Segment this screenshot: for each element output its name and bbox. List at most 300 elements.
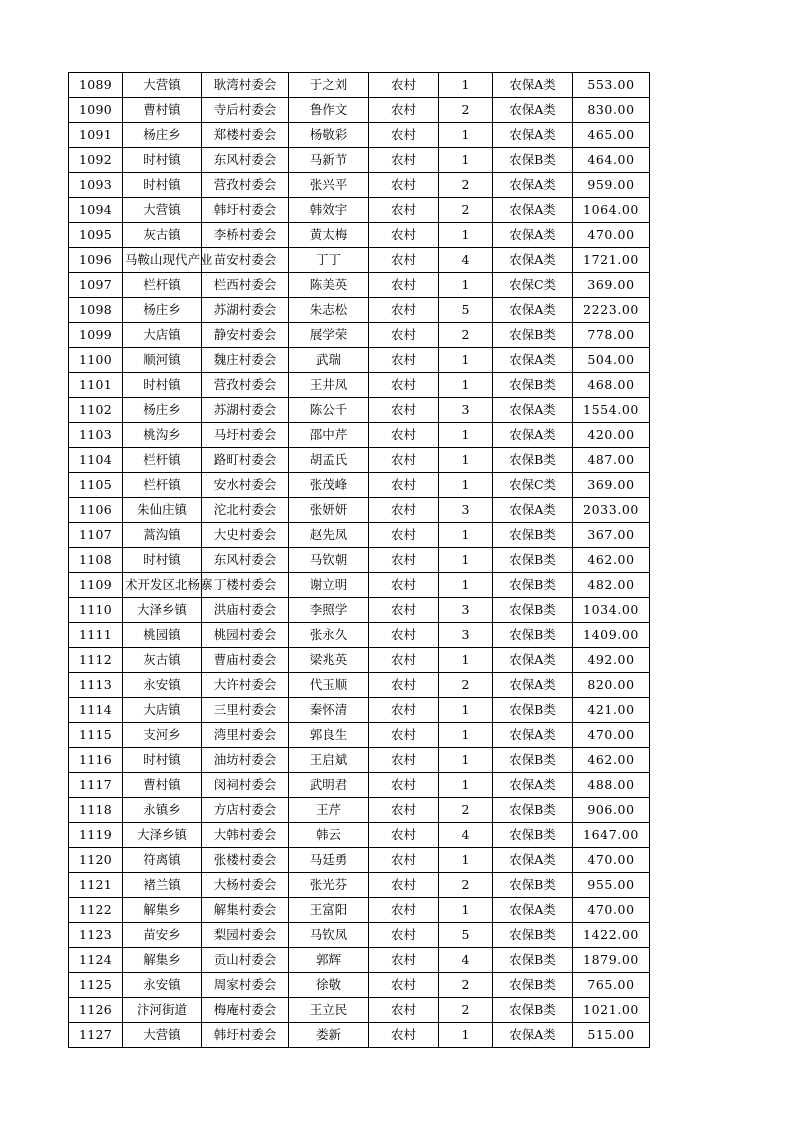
amount-cell: 470.00 xyxy=(573,848,650,873)
amount-cell: 470.00 xyxy=(573,223,650,248)
amount-cell: 906.00 xyxy=(573,798,650,823)
town-name-cell: 大泽乡镇 xyxy=(123,823,202,848)
household-count-cell: 3 xyxy=(439,598,493,623)
household-count-cell: 1 xyxy=(439,123,493,148)
insurance-category-cell: 农保A类 xyxy=(493,123,573,148)
village-committee-cell: 洪庙村委会 xyxy=(202,598,289,623)
insurance-category-cell: 农保A类 xyxy=(493,423,573,448)
town-name-cell: 杨庄乡 xyxy=(123,123,202,148)
insurance-category-cell: 农保C类 xyxy=(493,473,573,498)
insurance-category-cell: 农保A类 xyxy=(493,198,573,223)
insurance-category-cell: 农保B类 xyxy=(493,748,573,773)
row-number-cell: 1094 xyxy=(69,198,123,223)
area-type-cell: 农村 xyxy=(369,823,439,848)
person-name-cell: 杨敬彩 xyxy=(289,123,369,148)
amount-cell: 492.00 xyxy=(573,648,650,673)
row-number-cell: 1095 xyxy=(69,223,123,248)
area-type-cell: 农村 xyxy=(369,273,439,298)
row-number-cell: 1111 xyxy=(69,623,123,648)
village-committee-cell: 方店村委会 xyxy=(202,798,289,823)
person-name-cell: 韩云 xyxy=(289,823,369,848)
village-committee-cell: 湾里村委会 xyxy=(202,723,289,748)
village-committee-cell: 周家村委会 xyxy=(202,973,289,998)
household-count-cell: 1 xyxy=(439,698,493,723)
row-number-cell: 1127 xyxy=(69,1023,123,1048)
amount-cell: 2223.00 xyxy=(573,298,650,323)
household-count-cell: 3 xyxy=(439,498,493,523)
town-name-cell: 曹村镇 xyxy=(123,773,202,798)
table-row xyxy=(69,673,650,698)
household-count-cell: 5 xyxy=(439,923,493,948)
table-row xyxy=(69,273,650,298)
household-count-cell: 1 xyxy=(439,548,493,573)
household-count-cell: 1 xyxy=(439,348,493,373)
table-row xyxy=(69,573,650,598)
town-name-cell: 时村镇 xyxy=(123,148,202,173)
amount-cell: 553.00 xyxy=(573,73,650,98)
table-row xyxy=(69,148,650,173)
amount-cell: 959.00 xyxy=(573,173,650,198)
household-count-cell: 2 xyxy=(439,323,493,348)
person-name-cell: 韩效宇 xyxy=(289,198,369,223)
person-name-cell: 马钦凤 xyxy=(289,923,369,948)
person-name-cell: 张茂峰 xyxy=(289,473,369,498)
table-row xyxy=(69,598,650,623)
relief-roster-table xyxy=(68,72,650,1048)
town-name-cell: 栏杆镇 xyxy=(123,273,202,298)
table-row xyxy=(69,773,650,798)
area-type-cell: 农村 xyxy=(369,323,439,348)
household-count-cell: 1 xyxy=(439,448,493,473)
village-committee-cell: 大韩村委会 xyxy=(202,823,289,848)
amount-cell: 1064.00 xyxy=(573,198,650,223)
amount-cell: 470.00 xyxy=(573,898,650,923)
insurance-category-cell: 农保A类 xyxy=(493,398,573,423)
amount-cell: 367.00 xyxy=(573,523,650,548)
person-name-cell: 谢立明 xyxy=(289,573,369,598)
insurance-category-cell: 农保A类 xyxy=(493,348,573,373)
household-count-cell: 2 xyxy=(439,973,493,998)
town-name-cell: 大营镇 xyxy=(123,1023,202,1048)
amount-cell: 1422.00 xyxy=(573,923,650,948)
row-number-cell: 1120 xyxy=(69,848,123,873)
amount-cell: 1721.00 xyxy=(573,248,650,273)
amount-cell: 369.00 xyxy=(573,473,650,498)
area-type-cell: 农村 xyxy=(369,698,439,723)
area-type-cell: 农村 xyxy=(369,773,439,798)
household-count-cell: 2 xyxy=(439,173,493,198)
person-name-cell: 张妍妍 xyxy=(289,498,369,523)
village-committee-cell: 栏西村委会 xyxy=(202,273,289,298)
row-number-cell: 1103 xyxy=(69,423,123,448)
row-number-cell: 1109 xyxy=(69,573,123,598)
person-name-cell: 鲁作文 xyxy=(289,98,369,123)
row-number-cell: 1089 xyxy=(69,73,123,98)
village-committee-cell: 寺后村委会 xyxy=(202,98,289,123)
row-number-cell: 1125 xyxy=(69,973,123,998)
area-type-cell: 农村 xyxy=(369,873,439,898)
person-name-cell: 马新节 xyxy=(289,148,369,173)
insurance-category-cell: 农保B类 xyxy=(493,798,573,823)
table-row xyxy=(69,898,650,923)
person-name-cell: 马廷勇 xyxy=(289,848,369,873)
village-committee-cell: 东风村委会 xyxy=(202,148,289,173)
area-type-cell: 农村 xyxy=(369,923,439,948)
area-type-cell: 农村 xyxy=(369,623,439,648)
area-type-cell: 农村 xyxy=(369,173,439,198)
area-type-cell: 农村 xyxy=(369,298,439,323)
table-row xyxy=(69,223,650,248)
person-name-cell: 代玉顺 xyxy=(289,673,369,698)
insurance-category-cell: 农保C类 xyxy=(493,273,573,298)
insurance-category-cell: 农保B类 xyxy=(493,923,573,948)
town-name-cell: 大营镇 xyxy=(123,73,202,98)
person-name-cell: 朱志松 xyxy=(289,298,369,323)
table-row xyxy=(69,348,650,373)
area-type-cell: 农村 xyxy=(369,148,439,173)
village-committee-cell: 丁楼村委会 xyxy=(202,573,289,598)
area-type-cell: 农村 xyxy=(369,423,439,448)
village-committee-cell: 梨园村委会 xyxy=(202,923,289,948)
row-number-cell: 1117 xyxy=(69,773,123,798)
town-name-cell: 栏杆镇 xyxy=(123,473,202,498)
amount-cell: 1021.00 xyxy=(573,998,650,1023)
amount-cell: 2033.00 xyxy=(573,498,650,523)
row-number-cell: 1101 xyxy=(69,373,123,398)
insurance-category-cell: 农保B类 xyxy=(493,948,573,973)
table-row xyxy=(69,698,650,723)
town-name-cell: 灰古镇 xyxy=(123,648,202,673)
area-type-cell: 农村 xyxy=(369,198,439,223)
row-number-cell: 1107 xyxy=(69,523,123,548)
insurance-category-cell: 农保A类 xyxy=(493,73,573,98)
village-committee-cell: 油坊村委会 xyxy=(202,748,289,773)
insurance-category-cell: 农保B类 xyxy=(493,873,573,898)
row-number-cell: 1122 xyxy=(69,898,123,923)
town-name-cell: 蒿沟镇 xyxy=(123,523,202,548)
household-count-cell: 1 xyxy=(439,898,493,923)
household-count-cell: 1 xyxy=(439,273,493,298)
household-count-cell: 5 xyxy=(439,298,493,323)
area-type-cell: 农村 xyxy=(369,723,439,748)
row-number-cell: 1090 xyxy=(69,98,123,123)
insurance-category-cell: 农保A类 xyxy=(493,248,573,273)
household-count-cell: 4 xyxy=(439,823,493,848)
town-name-cell: 时村镇 xyxy=(123,748,202,773)
village-committee-cell: 苏湖村委会 xyxy=(202,298,289,323)
insurance-category-cell: 农保B类 xyxy=(493,548,573,573)
area-type-cell: 农村 xyxy=(369,648,439,673)
row-number-cell: 1119 xyxy=(69,823,123,848)
table-row xyxy=(69,623,650,648)
row-number-cell: 1115 xyxy=(69,723,123,748)
area-type-cell: 农村 xyxy=(369,448,439,473)
town-name-cell: 杨庄乡 xyxy=(123,398,202,423)
amount-cell: 1554.00 xyxy=(573,398,650,423)
town-name-cell: 苗安乡 xyxy=(123,923,202,948)
table-row xyxy=(69,123,650,148)
person-name-cell: 黄太梅 xyxy=(289,223,369,248)
village-committee-cell: 韩圩村委会 xyxy=(202,198,289,223)
table-row xyxy=(69,498,650,523)
insurance-category-cell: 农保B类 xyxy=(493,698,573,723)
village-committee-cell: 营孜村委会 xyxy=(202,373,289,398)
village-committee-cell: 三里村委会 xyxy=(202,698,289,723)
amount-cell: 778.00 xyxy=(573,323,650,348)
row-number-cell: 1116 xyxy=(69,748,123,773)
town-name-cell: 朱仙庄镇 xyxy=(123,498,202,523)
village-committee-cell: 大许村委会 xyxy=(202,673,289,698)
village-committee-cell: 静安村委会 xyxy=(202,323,289,348)
table-row xyxy=(69,948,650,973)
amount-cell: 1034.00 xyxy=(573,598,650,623)
household-count-cell: 1 xyxy=(439,1023,493,1048)
insurance-category-cell: 农保A类 xyxy=(493,1023,573,1048)
table-row xyxy=(69,1023,650,1048)
village-committee-cell: 大史村委会 xyxy=(202,523,289,548)
person-name-cell: 王富阳 xyxy=(289,898,369,923)
area-type-cell: 农村 xyxy=(369,973,439,998)
town-name-cell: 符离镇 xyxy=(123,848,202,873)
person-name-cell: 徐敬 xyxy=(289,973,369,998)
town-name-cell: 时村镇 xyxy=(123,173,202,198)
row-number-cell: 1106 xyxy=(69,498,123,523)
area-type-cell: 农村 xyxy=(369,548,439,573)
amount-cell: 420.00 xyxy=(573,423,650,448)
village-committee-cell: 张楼村委会 xyxy=(202,848,289,873)
insurance-category-cell: 农保A类 xyxy=(493,723,573,748)
table-row xyxy=(69,798,650,823)
area-type-cell: 农村 xyxy=(369,748,439,773)
person-name-cell: 丁丁 xyxy=(289,248,369,273)
person-name-cell: 王芹 xyxy=(289,798,369,823)
row-number-cell: 1099 xyxy=(69,323,123,348)
town-name-cell: 栏杆镇 xyxy=(123,448,202,473)
area-type-cell: 农村 xyxy=(369,798,439,823)
town-name-cell: 杨庄乡 xyxy=(123,298,202,323)
person-name-cell: 于之刘 xyxy=(289,73,369,98)
area-type-cell: 农村 xyxy=(369,373,439,398)
row-number-cell: 1126 xyxy=(69,998,123,1023)
insurance-category-cell: 农保A类 xyxy=(493,298,573,323)
area-type-cell: 农村 xyxy=(369,498,439,523)
insurance-category-cell: 农保A类 xyxy=(493,173,573,198)
household-count-cell: 2 xyxy=(439,998,493,1023)
village-committee-cell: 沱北村委会 xyxy=(202,498,289,523)
household-count-cell: 1 xyxy=(439,773,493,798)
row-number-cell: 1104 xyxy=(69,448,123,473)
area-type-cell: 农村 xyxy=(369,673,439,698)
amount-cell: 1879.00 xyxy=(573,948,650,973)
person-name-cell: 娄新 xyxy=(289,1023,369,1048)
insurance-category-cell: 农保A类 xyxy=(493,498,573,523)
household-count-cell: 4 xyxy=(439,248,493,273)
town-name-cell: 桃园镇 xyxy=(123,623,202,648)
row-number-cell: 1093 xyxy=(69,173,123,198)
insurance-category-cell: 农保A类 xyxy=(493,223,573,248)
person-name-cell: 马钦朝 xyxy=(289,548,369,573)
area-type-cell: 农村 xyxy=(369,123,439,148)
row-number-cell: 1118 xyxy=(69,798,123,823)
insurance-category-cell: 农保B类 xyxy=(493,598,573,623)
town-name-cell: 解集乡 xyxy=(123,898,202,923)
row-number-cell: 1124 xyxy=(69,948,123,973)
table-row xyxy=(69,73,650,98)
town-name-cell: 解集乡 xyxy=(123,948,202,973)
row-number-cell: 1098 xyxy=(69,298,123,323)
insurance-category-cell: 农保B类 xyxy=(493,973,573,998)
row-number-cell: 1102 xyxy=(69,398,123,423)
amount-cell: 465.00 xyxy=(573,123,650,148)
insurance-category-cell: 农保B类 xyxy=(493,448,573,473)
amount-cell: 504.00 xyxy=(573,348,650,373)
row-number-cell: 1105 xyxy=(69,473,123,498)
table-row xyxy=(69,648,650,673)
area-type-cell: 农村 xyxy=(369,473,439,498)
person-name-cell: 张永久 xyxy=(289,623,369,648)
household-count-cell: 1 xyxy=(439,473,493,498)
row-number-cell: 1112 xyxy=(69,648,123,673)
village-committee-cell: 耿湾村委会 xyxy=(202,73,289,98)
town-name-cell: 大店镇 xyxy=(123,323,202,348)
area-type-cell: 农村 xyxy=(369,398,439,423)
household-count-cell: 1 xyxy=(439,223,493,248)
household-count-cell: 2 xyxy=(439,98,493,123)
village-committee-cell: 曹庙村委会 xyxy=(202,648,289,673)
village-committee-cell: 韩圩村委会 xyxy=(202,1023,289,1048)
table-row xyxy=(69,323,650,348)
person-name-cell: 张兴平 xyxy=(289,173,369,198)
town-name-cell: 大店镇 xyxy=(123,698,202,723)
person-name-cell: 王启斌 xyxy=(289,748,369,773)
person-name-cell: 赵先凤 xyxy=(289,523,369,548)
household-count-cell: 2 xyxy=(439,798,493,823)
row-number-cell: 1097 xyxy=(69,273,123,298)
amount-cell: 482.00 xyxy=(573,573,650,598)
insurance-category-cell: 农保A类 xyxy=(493,898,573,923)
table-row xyxy=(69,923,650,948)
person-name-cell: 陈美英 xyxy=(289,273,369,298)
table-row xyxy=(69,723,650,748)
person-name-cell: 梁兆英 xyxy=(289,648,369,673)
area-type-cell: 农村 xyxy=(369,598,439,623)
insurance-category-cell: 农保B类 xyxy=(493,573,573,598)
table-row xyxy=(69,398,650,423)
table-row xyxy=(69,448,650,473)
town-name-cell: 时村镇 xyxy=(123,548,202,573)
village-committee-cell: 东风村委会 xyxy=(202,548,289,573)
household-count-cell: 1 xyxy=(439,648,493,673)
amount-cell: 470.00 xyxy=(573,723,650,748)
amount-cell: 830.00 xyxy=(573,98,650,123)
area-type-cell: 农村 xyxy=(369,348,439,373)
person-name-cell: 郭辉 xyxy=(289,948,369,973)
amount-cell: 955.00 xyxy=(573,873,650,898)
area-type-cell: 农村 xyxy=(369,98,439,123)
area-type-cell: 农村 xyxy=(369,248,439,273)
person-name-cell: 展学荣 xyxy=(289,323,369,348)
insurance-category-cell: 农保B类 xyxy=(493,823,573,848)
town-name-cell: 灰古镇 xyxy=(123,223,202,248)
household-count-cell: 1 xyxy=(439,748,493,773)
row-number-cell: 1113 xyxy=(69,673,123,698)
area-type-cell: 农村 xyxy=(369,523,439,548)
insurance-category-cell: 农保B类 xyxy=(493,998,573,1023)
amount-cell: 1409.00 xyxy=(573,623,650,648)
table-row xyxy=(69,473,650,498)
area-type-cell: 农村 xyxy=(369,573,439,598)
village-committee-cell: 路町村委会 xyxy=(202,448,289,473)
amount-cell: 421.00 xyxy=(573,698,650,723)
insurance-category-cell: 农保A类 xyxy=(493,648,573,673)
table-row xyxy=(69,198,650,223)
insurance-category-cell: 农保A类 xyxy=(493,848,573,873)
village-committee-cell: 苏湖村委会 xyxy=(202,398,289,423)
amount-cell: 464.00 xyxy=(573,148,650,173)
insurance-category-cell: 农保B类 xyxy=(493,148,573,173)
person-name-cell: 王井凤 xyxy=(289,373,369,398)
village-committee-cell: 贡山村委会 xyxy=(202,948,289,973)
row-number-cell: 1108 xyxy=(69,548,123,573)
amount-cell: 1647.00 xyxy=(573,823,650,848)
household-count-cell: 1 xyxy=(439,523,493,548)
person-name-cell: 李照学 xyxy=(289,598,369,623)
row-number-cell: 1110 xyxy=(69,598,123,623)
person-name-cell: 郭良生 xyxy=(289,723,369,748)
village-committee-cell: 安水村委会 xyxy=(202,473,289,498)
amount-cell: 462.00 xyxy=(573,748,650,773)
amount-cell: 487.00 xyxy=(573,448,650,473)
household-count-cell: 1 xyxy=(439,848,493,873)
town-name-cell: 永安镇 xyxy=(123,673,202,698)
person-name-cell: 武明君 xyxy=(289,773,369,798)
village-committee-cell: 梅庵村委会 xyxy=(202,998,289,1023)
area-type-cell: 农村 xyxy=(369,223,439,248)
person-name-cell: 秦怀清 xyxy=(289,698,369,723)
town-name-cell: 大营镇 xyxy=(123,198,202,223)
amount-cell: 488.00 xyxy=(573,773,650,798)
row-number-cell: 1096 xyxy=(69,248,123,273)
household-count-cell: 2 xyxy=(439,873,493,898)
household-count-cell: 1 xyxy=(439,573,493,598)
table-row xyxy=(69,748,650,773)
household-count-cell: 2 xyxy=(439,673,493,698)
row-number-cell: 1114 xyxy=(69,698,123,723)
village-committee-cell: 郑楼村委会 xyxy=(202,123,289,148)
area-type-cell: 农村 xyxy=(369,898,439,923)
insurance-category-cell: 农保A类 xyxy=(493,773,573,798)
table-row xyxy=(69,98,650,123)
village-committee-cell: 桃园村委会 xyxy=(202,623,289,648)
town-name-cell: 永安镇 xyxy=(123,973,202,998)
village-committee-cell: 解集村委会 xyxy=(202,898,289,923)
table-row xyxy=(69,873,650,898)
town-name-cell: 支河乡 xyxy=(123,723,202,748)
person-name-cell: 胡孟氏 xyxy=(289,448,369,473)
town-name-cell: 马鞍山现代产业 xyxy=(123,248,202,273)
area-type-cell: 农村 xyxy=(369,948,439,973)
table-row xyxy=(69,848,650,873)
person-name-cell: 张光芬 xyxy=(289,873,369,898)
table-row xyxy=(69,548,650,573)
town-name-cell: 桃沟乡 xyxy=(123,423,202,448)
insurance-category-cell: 农保B类 xyxy=(493,523,573,548)
person-name-cell: 邵中芹 xyxy=(289,423,369,448)
area-type-cell: 农村 xyxy=(369,1023,439,1048)
area-type-cell: 农村 xyxy=(369,998,439,1023)
person-name-cell: 王立民 xyxy=(289,998,369,1023)
insurance-category-cell: 农保B类 xyxy=(493,623,573,648)
